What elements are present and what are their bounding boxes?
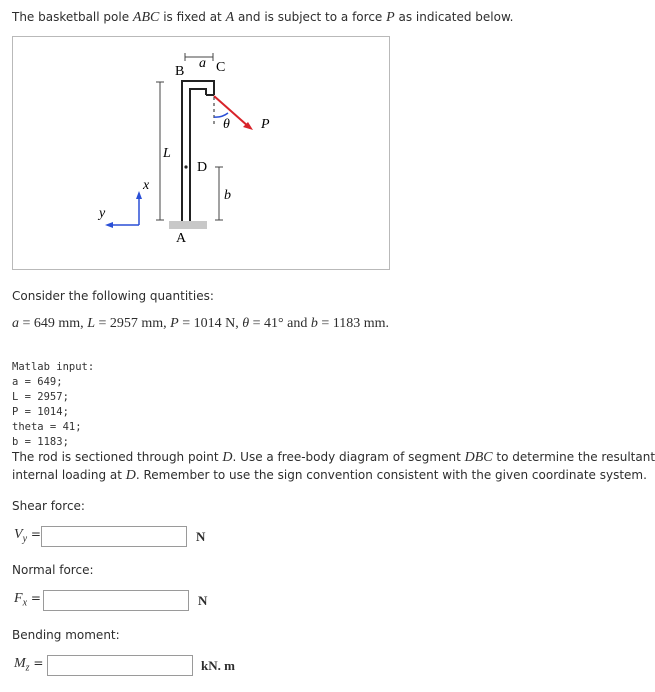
label-P: P <box>261 117 270 132</box>
task-text: to determine the resultant <box>492 450 655 464</box>
point-d-marker <box>184 165 187 168</box>
moment-subscript: z <box>25 662 30 674</box>
val-P: = 1014 N, <box>178 316 243 331</box>
task-line-1 <box>12 449 655 466</box>
intro-p: P <box>386 10 395 25</box>
sym-b: b <box>310 316 318 331</box>
val-L: = 2957 mm, <box>94 316 171 331</box>
normal-unit: N <box>198 593 208 608</box>
moment-symbol: M <box>14 656 26 671</box>
sym-a: a <box>12 316 19 331</box>
label-x: x <box>143 178 150 193</box>
shear-unit: N <box>196 529 206 544</box>
task-DBC: DBC <box>464 450 493 465</box>
task-text: . Use a free-body diagram of segment <box>232 450 465 464</box>
sym-P: P <box>170 316 179 331</box>
matlab-line: theta = 41; <box>12 421 82 433</box>
matlab-line: b = 1183; <box>12 436 69 448</box>
shear-force-input[interactable] <box>41 526 187 547</box>
bending-moment-input[interactable] <box>47 655 193 676</box>
val-a: = 649 mm, <box>19 316 88 331</box>
pole-inner <box>190 89 206 221</box>
quantities-values <box>12 316 389 332</box>
matlab-heading: Matlab input: <box>12 361 95 373</box>
force-p-arrow <box>214 96 249 127</box>
label-b: b <box>224 188 231 203</box>
shear-heading: Shear force: <box>12 499 85 513</box>
matlab-input-block <box>12 345 94 465</box>
normal-heading: Normal force: <box>12 563 94 577</box>
intro-text: as indicated below. <box>394 10 514 24</box>
shear-label <box>14 527 41 544</box>
matlab-line: a = 649; <box>12 376 63 388</box>
pole-outer <box>182 81 214 221</box>
task-text: . Remember to use the sign convention consistent with the given coordinate system. <box>135 468 647 482</box>
x-axis-arrowhead <box>136 191 142 199</box>
quantities-heading: Consider the following quantities: <box>12 289 214 303</box>
intro-text: and is subject to a force <box>234 10 387 24</box>
label-L: L <box>163 146 171 161</box>
intro-a: A <box>225 10 235 25</box>
val-b: = 1183 mm. <box>317 316 390 331</box>
label-y: y <box>99 206 106 221</box>
moment-unit: kN. m <box>201 658 235 673</box>
intro-text: is fixed at <box>159 10 226 24</box>
shear-equals: = <box>27 527 41 541</box>
normal-force-input[interactable] <box>43 590 189 611</box>
label-theta: θ <box>223 117 230 132</box>
sym-L: L <box>87 316 95 331</box>
label-a: a <box>199 56 206 71</box>
matlab-line: P = 1014; <box>12 406 69 418</box>
label-D: D <box>197 160 208 175</box>
task-text: The rod is sectioned through point <box>12 450 223 464</box>
task-text: internal loading at <box>12 468 126 482</box>
label-A: A <box>176 231 187 246</box>
task-D: D <box>125 468 136 483</box>
normal-label <box>14 591 41 608</box>
sym-theta: θ <box>242 316 250 331</box>
task-D: D <box>222 450 233 465</box>
problem-intro <box>12 9 514 26</box>
shear-symbol: V <box>14 527 23 542</box>
moment-label <box>14 656 43 673</box>
val-theta: = 41° and <box>249 316 311 331</box>
normal-equals: = <box>27 591 41 605</box>
task-line-2 <box>12 467 647 484</box>
pole-diagram <box>13 37 389 269</box>
moment-heading: Bending moment: <box>12 628 120 642</box>
y-axis-arrowhead <box>105 222 113 228</box>
ground-base <box>169 221 207 229</box>
shear-subscript: y <box>22 533 28 545</box>
matlab-line: L = 2957; <box>12 391 69 403</box>
label-C: C <box>216 60 226 75</box>
normal-symbol: F <box>14 591 23 606</box>
label-B: B <box>175 64 185 79</box>
moment-equals: = <box>29 656 44 670</box>
intro-text: The basketball pole <box>12 10 133 24</box>
pole-figure <box>12 36 390 270</box>
normal-subscript: x <box>22 597 28 609</box>
intro-abc: ABC <box>132 10 160 25</box>
